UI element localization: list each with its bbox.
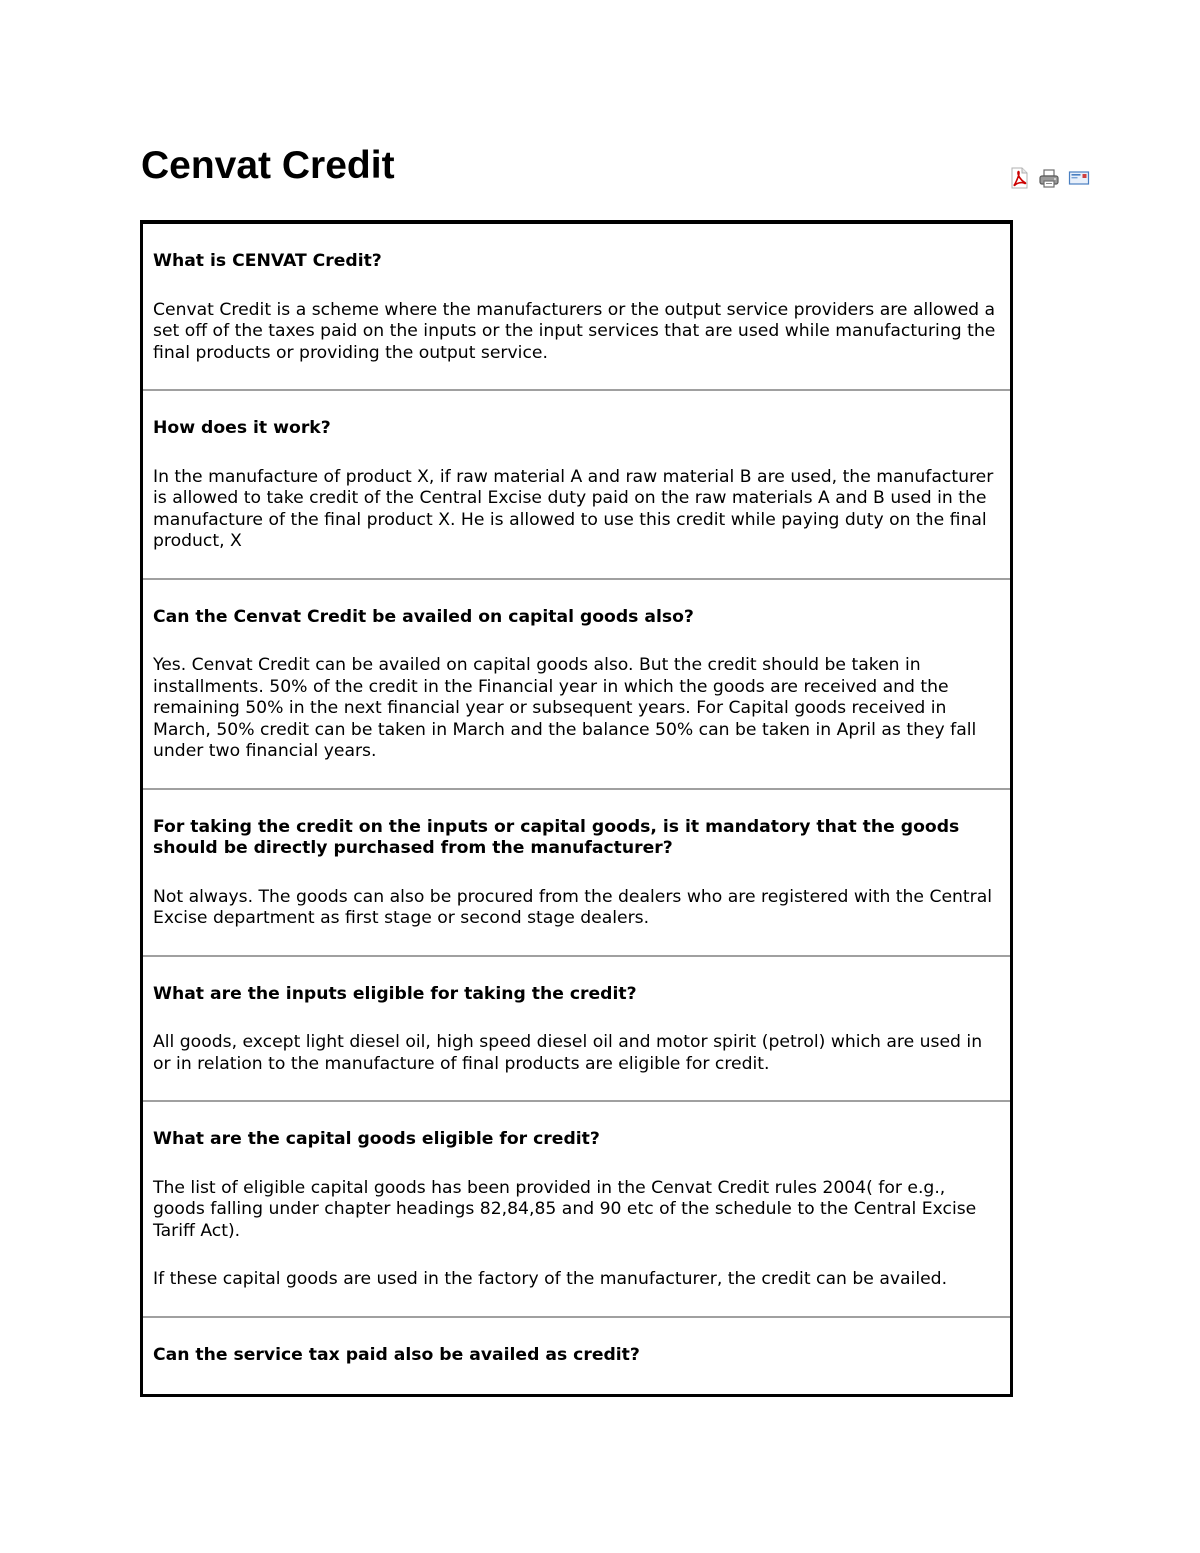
faq-question: What is CENVAT Credit? xyxy=(153,251,382,271)
faq-item-what-is-cenvat xyxy=(143,224,1010,391)
faq-item-service-tax xyxy=(143,1318,1010,1392)
page-title: Cenvat Credit xyxy=(141,144,395,187)
faq-item-eligible-inputs xyxy=(143,957,1010,1103)
faq-question: For taking the credit on the inputs or capital goods, is it mandatory that the goods should be directly purchased from the manufacturer? xyxy=(153,816,960,858)
faq-answer: If these capital goods are used in the factory of the manufacturer, the credit can be availed. xyxy=(153,1269,948,1289)
pdf-icon[interactable] xyxy=(1008,167,1030,189)
print-icon[interactable] xyxy=(1038,167,1060,189)
faq-answer: All goods, except light diesel oil, high speed diesel oil and motor spirit (petrol) which are used in or in relation to the manufacture of final products are eligible for credit. xyxy=(153,1032,983,1074)
faq-answer: Yes. Cenvat Credit can be availed on capital goods also. But the credit should be taken in installments. 50% of the credit in the Financial year in which the goods are received and the remaining 50% in the next financial year or subsequent years. For Capital goods received in March, 50% credit can be taken in March and the balance 50% can be taken in April as they fall under two financial years. xyxy=(153,655,977,761)
faq-question: How does it work? xyxy=(153,418,331,438)
faq-question: Can the service tax paid also be availed as credit? xyxy=(153,1344,640,1365)
faq-item-eligible-capital-goods xyxy=(143,1102,1010,1318)
page-actions-toolbar xyxy=(1008,166,1090,190)
faq-item-capital-goods xyxy=(143,580,1010,790)
faq-item-how-does-it-work xyxy=(143,391,1010,580)
faq-item-direct-purchase xyxy=(143,790,1010,957)
faq-question: What are the capital goods eligible for credit? xyxy=(153,1129,600,1149)
faq-question: Can the Cenvat Credit be availed on capital goods also? xyxy=(153,606,694,627)
faq-panel xyxy=(140,220,1013,1397)
faq-answer: In the manufacture of product X, if raw material A and raw material B are used, the manufacturer is allowed to take credit of the Central Excise duty paid on the raw materials A and B used in the manufacture of the final product X. He is allowed to use this credit while paying duty on the final product, X xyxy=(153,466,994,551)
faq-answer: Cenvat Credit is a scheme where the manufacturers or the output service providers are allowed a set off of the taxes paid on the inputs or the input services that are used while manufacturing the final products or providing the output service. xyxy=(153,299,996,363)
faq-answer: Not always. The goods can also be procured from the dealers who are registered with the Central Excise department as first stage or second stage dealers. xyxy=(153,886,993,928)
faq-question: What are the inputs eligible for taking the credit? xyxy=(153,983,637,1004)
faq-answer: The list of eligible capital goods has been provided in the Cenvat Credit rules 2004( for e.g., goods falling under chapter headings 82,84,85 and 90 etc of the schedule to the Central Excise Tariff Act). xyxy=(153,1177,977,1241)
email-icon[interactable] xyxy=(1068,167,1090,189)
